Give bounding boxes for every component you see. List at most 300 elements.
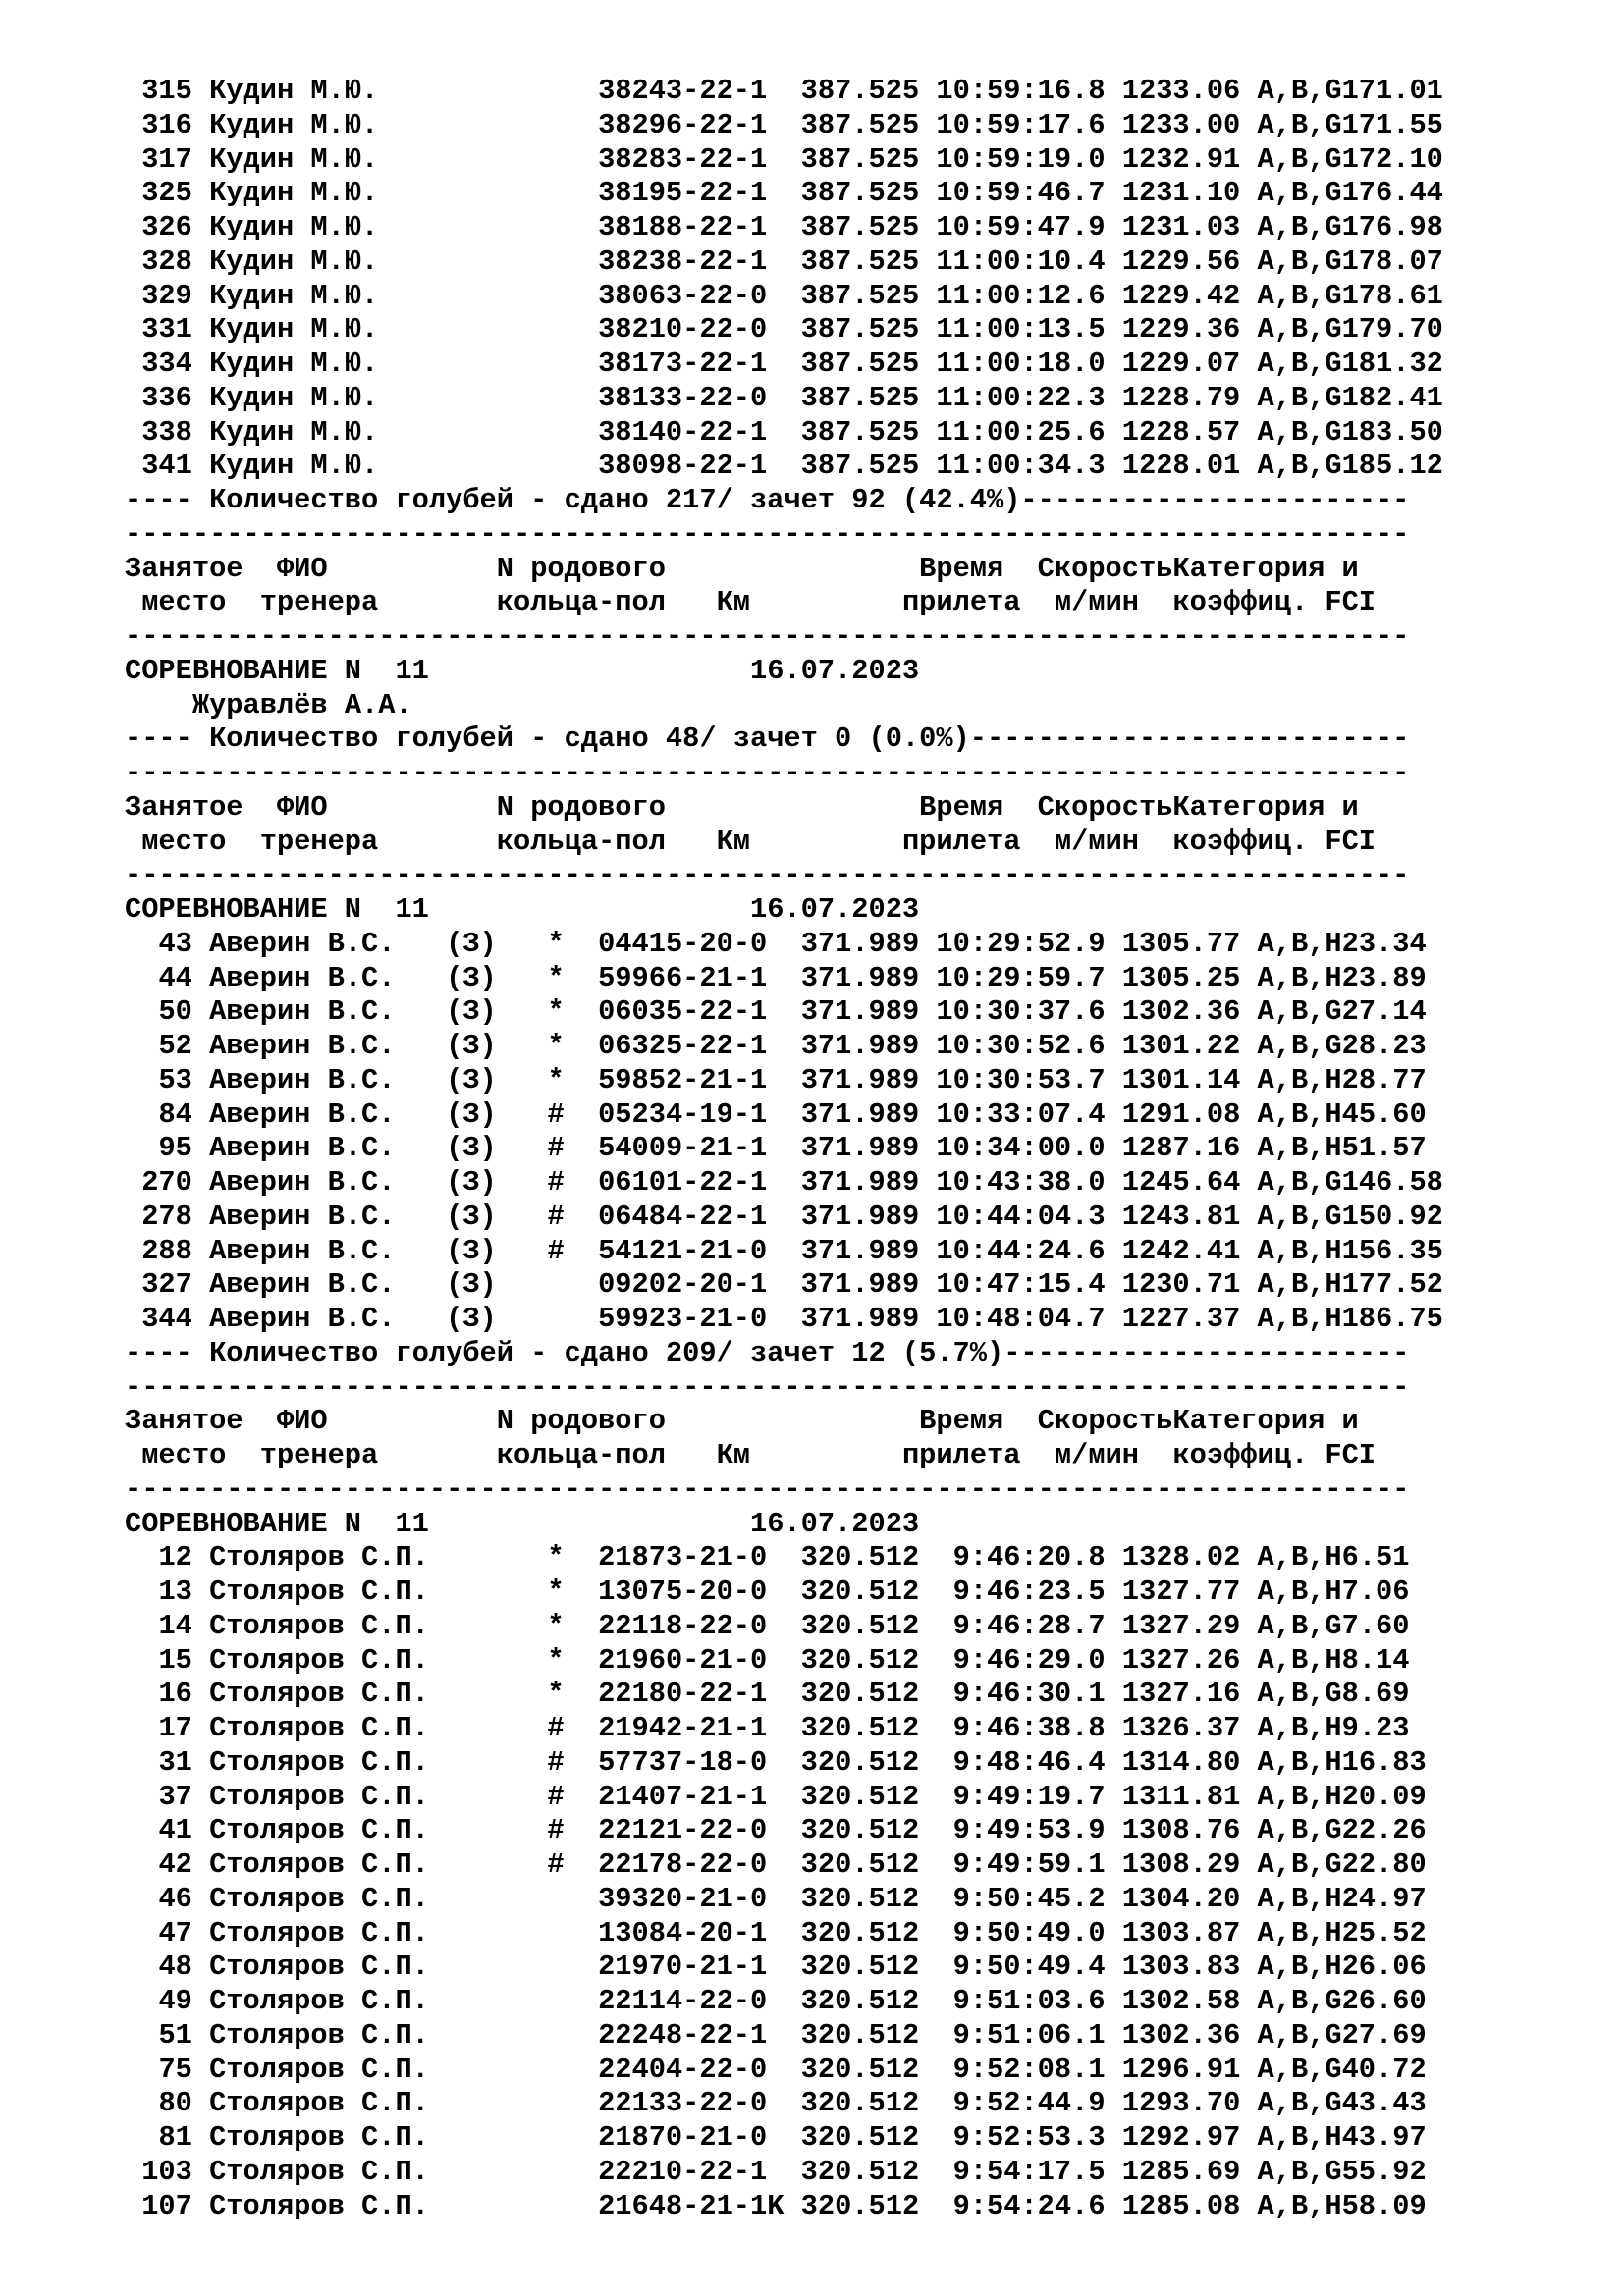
distance-km: 320.512 <box>800 2189 920 2222</box>
arrival-time: 9:46:30.1 <box>952 1678 1106 1711</box>
arrival-time: 10:48:04.7 <box>936 1303 1106 1335</box>
ring-number: 59966-21-1 <box>598 961 768 994</box>
trainer-name: Столяров С.П. <box>209 1609 429 1642</box>
distance-km: 320.512 <box>800 1780 920 1813</box>
fci-coef: 182.41 <box>1341 381 1443 414</box>
table-row <box>125 1132 1443 1166</box>
category: A,B,H <box>1257 1132 1342 1165</box>
header-label: ФИО <box>276 552 328 585</box>
distance-km: 371.989 <box>800 995 920 1029</box>
trainer-name: Столяров С.П. <box>209 2155 429 2188</box>
place: 334 <box>141 347 192 380</box>
fci-coef: 22.26 <box>1341 1814 1427 1847</box>
category: A,B,G <box>1257 995 1342 1029</box>
distance-km: 387.525 <box>800 75 920 107</box>
competition-title: СОРЕВНОВАНИЕ N 11 <box>125 654 429 687</box>
place: 52 <box>158 1030 192 1062</box>
trainer-name: Столяров С.П. <box>209 1780 429 1813</box>
trainer-mark: (З) <box>446 1268 497 1302</box>
distance-km: 371.989 <box>800 1268 920 1302</box>
header-label: Км <box>716 1439 751 1471</box>
place: 75 <box>158 2053 192 2086</box>
fci-coef: 7.06 <box>1341 1575 1410 1608</box>
competition-date: 16.07.2023 <box>749 1507 920 1540</box>
place: 47 <box>158 1916 192 1949</box>
category: A,B,H <box>1257 1268 1342 1302</box>
category: A,B,H <box>1257 1745 1342 1779</box>
fci-coef: 8.69 <box>1341 1678 1410 1711</box>
arrival-time: 10:34:00.0 <box>936 1132 1106 1165</box>
trainer-name: Столяров С.П. <box>209 1745 429 1779</box>
speed: 1304.20 <box>1121 1882 1241 1915</box>
arrival-time: 11:00:12.6 <box>936 279 1106 312</box>
place: 43 <box>158 927 192 960</box>
trainer-name: Кудин М.Ю. <box>209 279 379 312</box>
place: 329 <box>141 279 192 312</box>
place: 13 <box>158 1575 192 1608</box>
flag: * <box>547 927 565 960</box>
header-label: Категория и <box>1172 1405 1359 1438</box>
table-row <box>125 109 1443 143</box>
table-row <box>125 1575 1443 1610</box>
flag: # <box>547 1097 565 1131</box>
table-row <box>125 1678 1443 1712</box>
place: 84 <box>158 1097 192 1131</box>
ring-number: 38238-22-1 <box>598 244 768 278</box>
category: A,B,G <box>1257 450 1342 483</box>
header-label: N родового <box>496 552 666 585</box>
fci-coef: 9.23 <box>1341 1712 1410 1744</box>
table-row <box>125 1746 1443 1781</box>
ring-number: 59923-21-0 <box>598 1303 768 1335</box>
table-row <box>125 2019 1443 2054</box>
ring-number: 38243-22-1 <box>598 75 768 107</box>
place: 44 <box>158 961 192 994</box>
distance-km: 320.512 <box>800 1916 920 1949</box>
ring-number: 38063-22-0 <box>598 279 768 312</box>
trainer-mark: (З) <box>446 1097 497 1131</box>
column-header-top <box>125 1405 1443 1439</box>
fci-coef: 178.07 <box>1341 244 1443 278</box>
arrival-time: 10:59:16.8 <box>936 75 1106 107</box>
speed: 1245.64 <box>1121 1166 1241 1199</box>
table-row <box>125 1644 1443 1679</box>
speed: 1293.70 <box>1121 2087 1241 2120</box>
trainer-name: Кудин М.Ю. <box>209 415 379 449</box>
ring-number: 54009-21-1 <box>598 1132 768 1165</box>
distance-km: 320.512 <box>800 1745 920 1779</box>
trainer-name: Аверин В.С. <box>209 1303 396 1335</box>
ring-number: 06484-22-1 <box>598 1200 768 1233</box>
trainer-mark: (З) <box>446 961 497 994</box>
arrival-time: 10:33:07.4 <box>936 1097 1106 1131</box>
trainer-name: Аверин В.С. <box>209 1234 396 1267</box>
distance-km: 371.989 <box>800 1097 920 1131</box>
header-label: Скорость <box>1037 1405 1173 1438</box>
category: A,B,G <box>1257 415 1342 449</box>
table-row <box>125 928 1443 962</box>
ring-number: 21407-21-1 <box>598 1780 768 1813</box>
arrival-time: 9:46:28.7 <box>952 1609 1106 1642</box>
category: A,B,G <box>1257 1200 1342 1233</box>
trainer-name: Столяров С.П. <box>209 1848 429 1881</box>
category: A,B,G <box>1257 2018 1342 2052</box>
ring-number: 06101-22-1 <box>598 1166 768 1199</box>
fci-coef: 8.14 <box>1341 1643 1410 1677</box>
table-row <box>125 1985 1443 2019</box>
arrival-time: 10:30:52.6 <box>936 1030 1106 1062</box>
fci-coef: 26.06 <box>1341 1950 1427 1984</box>
table-row <box>125 2190 1443 2224</box>
competition-date: 16.07.2023 <box>749 893 920 926</box>
place: 316 <box>141 108 192 141</box>
ring-number: 38140-22-1 <box>598 415 768 449</box>
category: A,B,G <box>1257 1030 1342 1062</box>
category: A,B,G <box>1257 381 1342 414</box>
place: 344 <box>141 1303 192 1335</box>
ring-number: 22210-22-1 <box>598 2155 768 2188</box>
trainer-name: Кудин М.Ю. <box>209 313 379 347</box>
arrival-time: 9:46:20.8 <box>952 1541 1106 1575</box>
header-label: тренера <box>259 586 379 619</box>
header-label: тренера <box>259 825 379 858</box>
distance-km: 387.525 <box>800 415 920 449</box>
speed: 1327.29 <box>1121 1609 1241 1642</box>
speed: 1303.87 <box>1121 1916 1241 1949</box>
place: 46 <box>158 1882 192 1915</box>
distance-km: 320.512 <box>800 1609 920 1642</box>
place: 50 <box>158 995 192 1029</box>
fci-coef: 171.01 <box>1341 75 1443 107</box>
speed: 1228.57 <box>1121 415 1241 449</box>
place: 315 <box>141 75 192 107</box>
place: 331 <box>141 313 192 347</box>
distance-km: 320.512 <box>800 1882 920 1915</box>
trainer-name: Кудин М.Ю. <box>209 381 379 414</box>
fci-coef: 27.14 <box>1341 995 1427 1029</box>
arrival-time: 11:00:22.3 <box>936 381 1106 414</box>
speed: 1231.10 <box>1121 177 1241 210</box>
pigeon-count-summary: ---- Количество голубей - сдано 48/ зачет 0 (0.0%) <box>125 722 970 756</box>
ring-number: 05234-19-1 <box>598 1097 768 1131</box>
place: 103 <box>141 2155 192 2188</box>
divider: ---------------------------------------------------------------------------- <box>125 517 1410 551</box>
fci-coef: 156.35 <box>1341 1234 1443 1267</box>
arrival-time: 10:44:24.6 <box>936 1234 1106 1267</box>
arrival-time: 9:48:46.4 <box>952 1745 1106 1779</box>
results-document <box>125 75 1443 2223</box>
header-label: Категория и <box>1172 790 1359 824</box>
table-row <box>125 1268 1443 1303</box>
competition-title: СОРЕВНОВАНИЕ N 11 <box>125 893 429 926</box>
place: 81 <box>158 2121 192 2154</box>
table-row <box>125 1541 1443 1575</box>
arrival-time: 9:49:53.9 <box>952 1814 1106 1847</box>
header-label: тренера <box>259 1439 379 1471</box>
fci-coef: 179.70 <box>1341 313 1443 347</box>
table-row <box>125 416 1443 451</box>
ring-number: 57737-18-0 <box>598 1745 768 1779</box>
flag: # <box>547 1132 565 1165</box>
speed: 1227.37 <box>1121 1303 1241 1335</box>
speed: 1232.91 <box>1121 142 1241 176</box>
arrival-time: 10:29:52.9 <box>936 927 1106 960</box>
trainer-name: Кудин М.Ю. <box>209 75 379 107</box>
arrival-time: 9:49:19.7 <box>952 1780 1106 1813</box>
arrival-time: 11:00:10.4 <box>936 244 1106 278</box>
fci-coef: 58.09 <box>1341 2189 1427 2222</box>
trainer-name: Аверин В.С. <box>209 1200 396 1233</box>
arrival-time: 10:44:04.3 <box>936 1200 1106 1233</box>
arrival-time: 9:52:53.3 <box>952 2121 1106 2154</box>
trainer-name: Аверин В.С. <box>209 961 396 994</box>
arrival-time: 10:47:15.4 <box>936 1268 1106 1302</box>
ring-number: 54121-21-0 <box>598 1234 768 1267</box>
trainer-name: Аверин В.С. <box>209 1097 396 1131</box>
flag: * <box>547 1575 565 1608</box>
trainer-mark: (З) <box>446 1132 497 1165</box>
distance-km: 320.512 <box>800 1985 920 2017</box>
competition-title: СОРЕВНОВАНИЕ N 11 <box>125 1507 429 1540</box>
speed: 1292.97 <box>1121 2121 1241 2154</box>
arrival-time: 11:00:34.3 <box>936 450 1106 483</box>
trainer-name: Столяров С.П. <box>209 1950 429 1984</box>
fci-coef: 27.69 <box>1341 2018 1427 2052</box>
ring-number: 38133-22-0 <box>598 381 768 414</box>
place: 12 <box>158 1541 192 1575</box>
category: A,B,H <box>1257 2189 1342 2222</box>
category: A,B,G <box>1257 313 1342 347</box>
trainer-name: Аверин В.С. <box>209 1132 396 1165</box>
ring-number: 06035-22-1 <box>598 995 768 1029</box>
category: A,B,H <box>1257 1643 1342 1677</box>
divider: ---------------------------------------------------------------------------- <box>125 757 1410 789</box>
arrival-time: 9:52:08.1 <box>952 2053 1106 2086</box>
ring-number: 22248-22-1 <box>598 2018 768 2052</box>
category: A,B,H <box>1257 1882 1342 1915</box>
place: 42 <box>158 1848 192 1881</box>
ring-number: 22118-22-0 <box>598 1609 768 1642</box>
place: 288 <box>141 1234 192 1267</box>
arrival-time: 9:51:06.1 <box>952 2018 1106 2052</box>
category: A,B,H <box>1257 1916 1342 1949</box>
arrival-time: 9:50:49.4 <box>952 1950 1106 1984</box>
trainer-name: Кудин М.Ю. <box>209 142 379 176</box>
arrival-time: 10:59:46.7 <box>936 177 1106 210</box>
trainer-name: Столяров С.П. <box>209 1814 429 1847</box>
flag: * <box>547 1643 565 1677</box>
flag: * <box>547 995 565 1029</box>
place: 31 <box>158 1745 192 1779</box>
fci-coef: 51.57 <box>1341 1132 1427 1165</box>
category: A,B,G <box>1257 2053 1342 2086</box>
competition-line <box>125 1508 1443 1542</box>
speed: 1229.42 <box>1121 279 1241 312</box>
header-label: N родового <box>496 790 666 824</box>
header-label: прилета <box>901 586 1021 619</box>
speed: 1228.01 <box>1121 450 1241 483</box>
fci-coef: 28.23 <box>1341 1030 1427 1062</box>
table-row <box>125 2156 1443 2190</box>
table-row <box>125 143 1443 178</box>
distance-km: 320.512 <box>800 2053 920 2086</box>
speed: 1305.25 <box>1121 961 1241 994</box>
speed: 1242.41 <box>1121 1234 1241 1267</box>
speed: 1229.07 <box>1121 347 1241 380</box>
speed: 1305.77 <box>1121 927 1241 960</box>
ring-number: 22404-22-0 <box>598 2053 768 2086</box>
trainer-name: Столяров С.П. <box>209 2018 429 2052</box>
owner-name: Журавлёв А.А. <box>191 688 412 721</box>
distance-km: 320.512 <box>800 2087 920 2120</box>
place: 95 <box>158 1132 192 1165</box>
category: A,B,G <box>1257 211 1342 243</box>
arrival-time: 11:00:18.0 <box>936 347 1106 380</box>
table-row <box>125 313 1443 347</box>
trainer-mark: (З) <box>446 1234 497 1267</box>
column-header-bottom <box>125 586 1443 620</box>
speed: 1285.08 <box>1121 2189 1241 2222</box>
category: A,B,G <box>1257 177 1342 210</box>
speed: 1302.36 <box>1121 995 1241 1029</box>
category: A,B,G <box>1257 75 1342 107</box>
header-label: кольца-пол <box>496 1439 666 1471</box>
category: A,B,H <box>1257 2121 1342 2154</box>
header-label: Скорость <box>1037 552 1173 585</box>
flag: # <box>547 1745 565 1779</box>
summary-line: ---- Количество голубей - сдано 209/ зачет 12 (5.7%)------------------------ <box>125 1336 1410 1369</box>
distance-km: 387.525 <box>800 450 920 483</box>
fci-coef: 55.92 <box>1341 2155 1427 2188</box>
table-row <box>125 1166 1443 1201</box>
ring-number: 38283-22-1 <box>598 142 768 176</box>
place: 317 <box>141 142 192 176</box>
speed: 1327.77 <box>1121 1575 1241 1608</box>
distance-km: 387.525 <box>800 279 920 312</box>
competition-line <box>125 655 1443 689</box>
trainer-mark: (З) <box>446 1166 497 1199</box>
speed: 1231.03 <box>1121 211 1241 243</box>
arrival-time: 9:49:59.1 <box>952 1848 1106 1881</box>
place: 53 <box>158 1063 192 1096</box>
flag: * <box>547 961 565 994</box>
column-header-top <box>125 791 1443 826</box>
speed: 1301.14 <box>1121 1063 1241 1096</box>
flag: # <box>547 1780 565 1813</box>
speed: 1328.02 <box>1121 1541 1241 1575</box>
distance-km: 387.525 <box>800 347 920 380</box>
trainer-name: Столяров С.П. <box>209 1882 429 1915</box>
trainer-mark: (З) <box>446 1200 497 1233</box>
ring-number: 22133-22-0 <box>598 2087 768 2120</box>
place: 327 <box>141 1268 192 1302</box>
summary-line: ---- Количество голубей - сдано 217/ зачет 92 (42.4%)----------------------- <box>125 484 1410 516</box>
distance-km: 371.989 <box>800 1132 920 1165</box>
place: 37 <box>158 1780 192 1813</box>
category: A,B,G <box>1257 244 1342 278</box>
header-label: прилета <box>901 1439 1021 1471</box>
trainer-mark: (З) <box>446 995 497 1029</box>
header-label: коэффиц. FCI <box>1172 825 1377 858</box>
header-label: Время <box>919 552 1004 585</box>
category: A,B,G <box>1257 108 1342 141</box>
place: 325 <box>141 177 192 210</box>
arrival-time: 10:29:59.7 <box>936 961 1106 994</box>
competition-line <box>125 893 1443 928</box>
ring-number: 22121-22-0 <box>598 1814 768 1847</box>
arrival-time: 11:00:25.6 <box>936 415 1106 449</box>
place: 15 <box>158 1643 192 1677</box>
header-label: Время <box>919 1405 1004 1438</box>
speed: 1285.69 <box>1121 2155 1241 2188</box>
divider: ---------------------------------------------------------------------------- <box>125 859 1410 892</box>
table-row <box>125 1303 1443 1337</box>
arrival-time: 11:00:13.5 <box>936 313 1106 347</box>
speed: 1302.36 <box>1121 2018 1241 2052</box>
table-row <box>125 1883 1443 1917</box>
distance-km: 320.512 <box>800 1575 920 1608</box>
trainer-name: Столяров С.П. <box>209 1916 429 1949</box>
category: A,B,H <box>1257 1780 1342 1813</box>
divider: ---------------------------------------------------------------------------- <box>125 1472 1410 1506</box>
category: A,B,G <box>1257 1985 1342 2017</box>
trainer-name: Кудин М.Ю. <box>209 177 379 210</box>
distance-km: 387.525 <box>800 108 920 141</box>
trainer-name: Столяров С.П. <box>209 1985 429 2017</box>
trainer-name: Аверин В.С. <box>209 1063 396 1096</box>
fci-coef: 26.60 <box>1341 1985 1427 2017</box>
ring-number: 22178-22-0 <box>598 1848 768 1881</box>
ring-number: 21970-21-1 <box>598 1950 768 1984</box>
ring-number: 38173-22-1 <box>598 347 768 380</box>
fci-coef: 172.10 <box>1341 142 1443 176</box>
arrival-time: 10:30:37.6 <box>936 995 1106 1029</box>
speed: 1243.81 <box>1121 1200 1241 1233</box>
place: 338 <box>141 415 192 449</box>
fci-coef: 150.92 <box>1341 1200 1443 1233</box>
fci-coef: 43.97 <box>1341 2121 1427 2154</box>
fci-coef: 176.98 <box>1341 211 1443 243</box>
header-label: ФИО <box>276 1405 328 1438</box>
category: A,B,G <box>1257 279 1342 312</box>
table-row <box>125 1814 1443 1848</box>
distance-km: 320.512 <box>800 1643 920 1677</box>
header-label: место <box>141 825 227 858</box>
header-label: Занятое <box>125 1405 244 1438</box>
header-label: N родового <box>496 1405 666 1438</box>
category: A,B,H <box>1257 1541 1342 1575</box>
place: 336 <box>141 381 192 414</box>
header-label: кольца-пол <box>496 586 666 619</box>
table-row <box>125 1712 1443 1746</box>
header-label: м/мин <box>1054 825 1139 858</box>
flag: # <box>547 1166 565 1199</box>
place: 107 <box>141 2189 192 2222</box>
category: A,B,G <box>1257 347 1342 380</box>
speed: 1291.08 <box>1121 1097 1241 1131</box>
ring-number: 21873-21-0 <box>598 1541 768 1575</box>
trainer-name: Кудин М.Ю. <box>209 450 379 483</box>
fci-coef: 146.58 <box>1341 1166 1443 1199</box>
place: 341 <box>141 450 192 483</box>
header-label: Занятое <box>125 790 244 824</box>
table-row <box>125 280 1443 314</box>
arrival-time: 9:46:29.0 <box>952 1643 1106 1677</box>
table-row <box>125 1235 1443 1269</box>
category: A,B,H <box>1257 1303 1342 1335</box>
arrival-time: 10:30:53.7 <box>936 1063 1106 1096</box>
header-label: ФИО <box>276 790 328 824</box>
